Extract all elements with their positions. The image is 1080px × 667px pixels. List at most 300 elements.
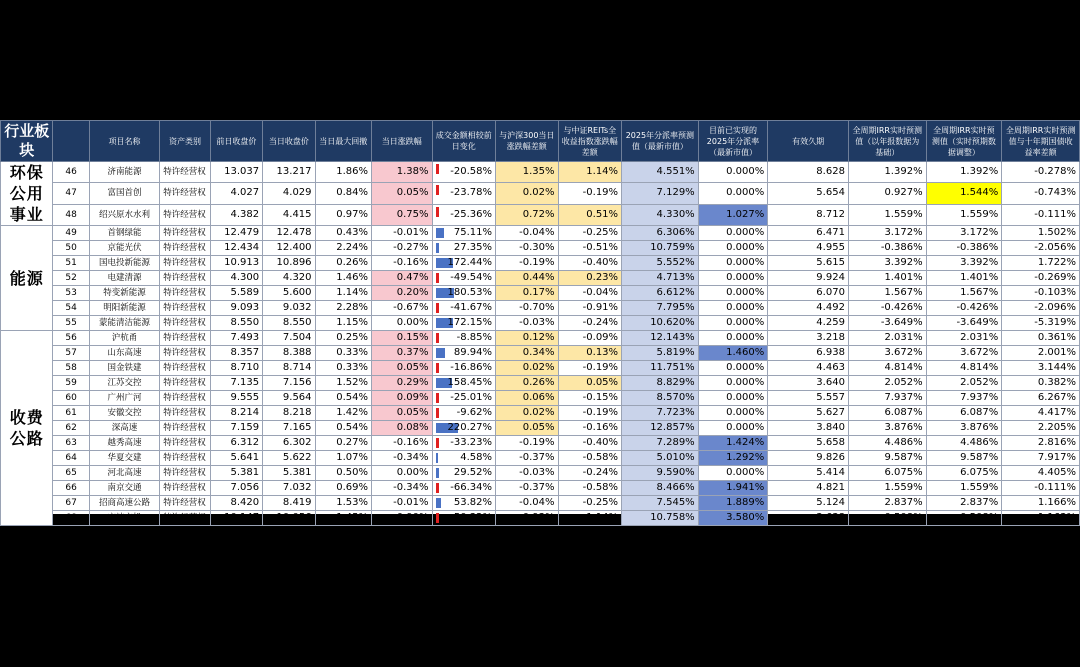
cell-type: 特许经营权 [160, 204, 210, 225]
cell-d300: 0.02% [496, 406, 559, 421]
cell-dur: 6.471 [768, 226, 849, 241]
volume-change-value: 29.52% [453, 467, 493, 478]
volume-change-value: 180.53% [447, 287, 493, 298]
cell-type: 特许经营权 [160, 436, 210, 451]
cell-spread: 2.816% [1002, 436, 1080, 451]
cell-real: 0.000% [698, 271, 768, 286]
cell-close: 12.400 [263, 241, 315, 256]
cell-spread: 1.722% [1002, 256, 1080, 271]
cell-name: 越秀高速 [89, 436, 160, 451]
cell-vol [432, 301, 496, 316]
cell-prev: 5.641 [210, 451, 262, 466]
cell-dd: 1.07% [315, 451, 371, 466]
cell-irr2: 3.672% [926, 346, 1002, 361]
row-index: 58 [53, 361, 89, 376]
cell-name: 山东高速 [89, 346, 160, 361]
row-index: 50 [53, 241, 89, 256]
cell-spread: -0.278% [1002, 162, 1080, 183]
cell-close: 7.165 [263, 421, 315, 436]
cell-close: 9.032 [263, 301, 315, 316]
cell-irr2: -3.649% [926, 316, 1002, 331]
row-index: 53 [53, 286, 89, 301]
row-index: 49 [53, 226, 89, 241]
cell-vol [432, 496, 496, 511]
cell-irr2: 2.031% [926, 331, 1002, 346]
cell-real: 0.000% [698, 421, 768, 436]
cell-chg: 0.15% [372, 331, 433, 346]
volume-change-value: -50.32% [450, 512, 493, 523]
cell-spread: -0.743% [1002, 183, 1080, 204]
cell-vol [432, 481, 496, 496]
cell-dur: 8.628 [768, 162, 849, 183]
cell-real: 1.941% [698, 481, 768, 496]
cell-dur: 5.557 [768, 391, 849, 406]
volume-change-bar [436, 164, 439, 174]
cell-close: 5.622 [263, 451, 315, 466]
cell-irr1: 7.937% [848, 391, 926, 406]
cell-div: 7.723% [622, 406, 699, 421]
cell-dd: 0.69% [315, 481, 371, 496]
cell-close: 8.218 [263, 406, 315, 421]
cell-real: 0.000% [698, 183, 768, 204]
cell-d300: 0.12% [496, 331, 559, 346]
cell-div: 7.289% [622, 436, 699, 451]
col-header: 行业板块 [1, 121, 53, 162]
cell-name: 京能光伏 [89, 241, 160, 256]
cell-chg: -0.01% [372, 226, 433, 241]
cell-name: 富国首创 [89, 183, 160, 204]
cell-chg: 1.38% [372, 162, 433, 183]
cell-type: 特许经营权 [160, 406, 210, 421]
cell-prev: 12.434 [210, 241, 262, 256]
cell-chg: -0.34% [372, 481, 433, 496]
cell-name: 沪杭甬 [89, 331, 160, 346]
table-row [1, 466, 1080, 481]
cell-prev: 8.420 [210, 496, 262, 511]
volume-change-value: -20.58% [450, 166, 493, 178]
volume-change-bar [436, 243, 439, 253]
cell-real: 0.000% [698, 331, 768, 346]
volume-change-bar [436, 453, 438, 463]
volume-change-value: -25.36% [450, 208, 493, 220]
cell-dur: 3.218 [768, 331, 849, 346]
cell-dd: 1.45% [315, 511, 371, 526]
cell-dreit: -0.19% [558, 406, 622, 421]
cell-div: 12.143% [622, 331, 699, 346]
row-index: 54 [53, 301, 89, 316]
cell-dreit: -0.25% [558, 496, 622, 511]
cell-irr2: 0.508% [926, 511, 1002, 526]
cell-chg: 0.08% [372, 421, 433, 436]
cell-name: 华夏交建 [89, 451, 160, 466]
row-index: 67 [53, 496, 89, 511]
volume-change-bar [436, 228, 444, 238]
cell-vol [432, 421, 496, 436]
cell-irr1: 2.052% [848, 376, 926, 391]
row-index: 55 [53, 316, 89, 331]
cell-name: 电建清源 [89, 271, 160, 286]
cell-chg: 0.05% [372, 183, 433, 204]
cell-dd: 2.28% [315, 301, 371, 316]
volume-change-bar [436, 468, 439, 478]
cell-irr1: 4.814% [848, 361, 926, 376]
col-header: 与沪深300当日涨跌幅差额 [496, 121, 559, 162]
volume-change-value: 158.45% [447, 377, 493, 388]
cell-name: 特变新能源 [89, 286, 160, 301]
volume-change-bar [436, 207, 439, 217]
row-index: 65 [53, 466, 89, 481]
cell-div: 4.551% [622, 162, 699, 183]
cell-dur: 4.463 [768, 361, 849, 376]
cell-prev: 8.357 [210, 346, 262, 361]
cell-vol [432, 162, 496, 183]
cell-dreit: -0.24% [558, 466, 622, 481]
cell-spread: -1.163% [1002, 511, 1080, 526]
col-header: 有效久期 [768, 121, 849, 162]
cell-type: 特许经营权 [160, 301, 210, 316]
cell-close: 4.320 [263, 271, 315, 286]
cell-irr1: 1.567% [848, 286, 926, 301]
cell-name: 绍兴原水水利 [89, 204, 160, 225]
cell-dd: 1.46% [315, 271, 371, 286]
cell-chg: -0.01% [372, 496, 433, 511]
row-index: 51 [53, 256, 89, 271]
cell-vol [432, 241, 496, 256]
col-header: 与中证REITs全收益指数涨跌幅差额 [558, 121, 622, 162]
cell-dd: 1.42% [315, 406, 371, 421]
cell-dreit: 0.23% [558, 271, 622, 286]
table-row [1, 226, 1080, 241]
volume-change-bar [436, 498, 441, 508]
table-row [1, 361, 1080, 376]
volume-change-bar [436, 513, 439, 523]
cell-prev: 10.913 [210, 256, 262, 271]
row-index: 68 [53, 511, 89, 526]
cell-dd: 0.43% [315, 226, 371, 241]
cell-spread: 2.001% [1002, 346, 1080, 361]
cell-type: 特许经营权 [160, 451, 210, 466]
cell-dreit: 0.05% [558, 376, 622, 391]
cell-vol [432, 204, 496, 225]
cell-dur: 3.840 [768, 421, 849, 436]
table-row [1, 241, 1080, 256]
cell-real: 0.000% [698, 406, 768, 421]
cell-dd: 0.54% [315, 391, 371, 406]
volume-change-value: 53.82% [453, 497, 493, 508]
cell-dur: 6.070 [768, 286, 849, 301]
cell-dreit: -1.14% [558, 511, 622, 526]
volume-change-bar [436, 333, 439, 343]
volume-change-bar [436, 363, 439, 373]
row-index: 48 [53, 204, 89, 225]
col-header: 前日收盘价 [210, 121, 262, 162]
cell-div: 8.829% [622, 376, 699, 391]
cell-chg: 0.37% [372, 346, 433, 361]
col-header: 当日最大回撤 [315, 121, 371, 162]
cell-dreit: 1.14% [558, 162, 622, 183]
table-row [1, 421, 1080, 436]
col-header: 成交金额相较前日变化 [432, 121, 496, 162]
cell-vol [432, 406, 496, 421]
cell-real: 0.000% [698, 301, 768, 316]
cell-div: 5.552% [622, 256, 699, 271]
table-row [1, 511, 1080, 526]
cell-irr2: 1.559% [926, 204, 1002, 225]
cell-close: 9.564 [263, 391, 315, 406]
cell-name: 招商高速公路 [89, 496, 160, 511]
cell-d300: -0.37% [496, 451, 559, 466]
cell-real: 1.027% [698, 204, 768, 225]
cell-dreit: -0.09% [558, 331, 622, 346]
cell-spread: 1.502% [1002, 226, 1080, 241]
table-row [1, 286, 1080, 301]
cell-name: 济南能源 [89, 162, 160, 183]
cell-irr2: 6.087% [926, 406, 1002, 421]
cell-close: 7.156 [263, 376, 315, 391]
cell-close: 10.896 [263, 256, 315, 271]
cell-prev: 8.550 [210, 316, 262, 331]
cell-dreit: -0.19% [558, 361, 622, 376]
cell-chg: 0.20% [372, 286, 433, 301]
row-index: 63 [53, 436, 89, 451]
cell-real: 0.000% [698, 316, 768, 331]
reits-table-panel [0, 120, 1080, 523]
cell-irr1: 0.508% [848, 511, 926, 526]
cell-spread: -2.096% [1002, 301, 1080, 316]
cell-real: 0.000% [698, 162, 768, 183]
cell-prev: 4.382 [210, 204, 262, 225]
cell-irr2: 4.814% [926, 361, 1002, 376]
table-row [1, 316, 1080, 331]
table-row [1, 346, 1080, 361]
cell-type: 特许经营权 [160, 361, 210, 376]
cell-d300: -0.37% [496, 481, 559, 496]
row-index: 56 [53, 331, 89, 346]
cell-spread: 3.144% [1002, 361, 1080, 376]
cell-close: 7.504 [263, 331, 315, 346]
cell-type: 特许经营权 [160, 376, 210, 391]
cell-prev: 8.710 [210, 361, 262, 376]
cell-d300: 0.17% [496, 286, 559, 301]
cell-type: 特许经营权 [160, 226, 210, 241]
table-body [1, 162, 1080, 526]
row-index: 52 [53, 271, 89, 286]
table-row [1, 183, 1080, 204]
cell-irr2: 3.876% [926, 421, 1002, 436]
cell-close: 8.714 [263, 361, 315, 376]
cell-dd: 0.50% [315, 466, 371, 481]
volume-change-value: 75.11% [453, 227, 493, 238]
cell-real: 0.000% [698, 286, 768, 301]
cell-real: 1.292% [698, 451, 768, 466]
row-index: 61 [53, 406, 89, 421]
cell-close: 7.032 [263, 481, 315, 496]
cell-vol [432, 511, 496, 526]
cell-prev: 5.381 [210, 466, 262, 481]
table-row [1, 256, 1080, 271]
cell-dreit: -0.16% [558, 421, 622, 436]
cell-vol [432, 361, 496, 376]
cell-dreit: -0.58% [558, 451, 622, 466]
cell-dur: 4.492 [768, 301, 849, 316]
cell-irr1: 0.927% [848, 183, 926, 204]
header-row [1, 121, 1080, 162]
table-row [1, 481, 1080, 496]
cell-vol [432, 226, 496, 241]
col-header: 2025年分派率预测值（最新市值） [622, 121, 699, 162]
cell-name: 国金铁建 [89, 361, 160, 376]
cell-vol [432, 316, 496, 331]
row-index: 64 [53, 451, 89, 466]
cell-close: 10.056 [263, 511, 315, 526]
cell-irr1: 3.876% [848, 421, 926, 436]
cell-dur: 4.955 [768, 241, 849, 256]
cell-dd: 2.24% [315, 241, 371, 256]
cell-prev: 5.589 [210, 286, 262, 301]
cell-d300: -0.70% [496, 301, 559, 316]
table-row [1, 451, 1080, 466]
cell-irr1: 3.672% [848, 346, 926, 361]
cell-irr2: 4.486% [926, 436, 1002, 451]
cell-dd: 0.25% [315, 331, 371, 346]
table-row [1, 376, 1080, 391]
row-index: 57 [53, 346, 89, 361]
cell-dd: 1.86% [315, 162, 371, 183]
col-header: 当日收盘价 [263, 121, 315, 162]
cell-dreit: 0.13% [558, 346, 622, 361]
cell-spread: -0.269% [1002, 271, 1080, 286]
table-row [1, 391, 1080, 406]
cell-dd: 0.84% [315, 183, 371, 204]
volume-change-value: -33.23% [450, 437, 493, 448]
cell-div: 5.010% [622, 451, 699, 466]
cell-dd: 1.15% [315, 316, 371, 331]
cell-name: 首钢绿能 [89, 226, 160, 241]
cell-spread: 1.166% [1002, 496, 1080, 511]
cell-real: 1.460% [698, 346, 768, 361]
volume-change-value: 89.94% [453, 347, 493, 358]
table-row [1, 204, 1080, 225]
row-index: 46 [53, 162, 89, 183]
cell-spread: 0.361% [1002, 331, 1080, 346]
cell-irr1: 1.559% [848, 481, 926, 496]
cell-dur: 9.826 [768, 451, 849, 466]
cell-irr1: 9.587% [848, 451, 926, 466]
cell-spread: -5.319% [1002, 316, 1080, 331]
cell-type: 特许经营权 [160, 466, 210, 481]
cell-type: 特许经营权 [160, 481, 210, 496]
cell-vol [432, 286, 496, 301]
cell-div: 7.795% [622, 301, 699, 316]
cell-irr2: 1.401% [926, 271, 1002, 286]
cell-irr2: 7.937% [926, 391, 1002, 406]
volume-change-bar [436, 273, 439, 283]
cell-close: 4.415 [263, 204, 315, 225]
cell-div: 10.758% [622, 511, 699, 526]
cell-d300: 0.44% [496, 271, 559, 286]
cell-irr1: 1.559% [848, 204, 926, 225]
cell-irr1: -0.426% [848, 301, 926, 316]
cell-real: 0.000% [698, 226, 768, 241]
cell-real: 1.424% [698, 436, 768, 451]
cell-dd: 0.33% [315, 361, 371, 376]
cell-close: 13.217 [263, 162, 315, 183]
volume-change-value: -8.85% [456, 332, 493, 343]
cell-div: 4.330% [622, 204, 699, 225]
cell-irr1: 4.486% [848, 436, 926, 451]
cell-div: 11.751% [622, 361, 699, 376]
cell-div: 8.466% [622, 481, 699, 496]
cell-chg: 0.47% [372, 271, 433, 286]
cell-irr2: 1.392% [926, 162, 1002, 183]
cell-type: 特许经营权 [160, 511, 210, 526]
cell-name: 江苏交控 [89, 376, 160, 391]
sector-label: 能源 [1, 226, 53, 331]
volume-change-value: 27.35% [453, 242, 493, 253]
cell-dreit: -0.19% [558, 183, 622, 204]
cell-d300: -0.04% [496, 226, 559, 241]
cell-dur: 5.615 [768, 256, 849, 271]
cell-irr1: 1.392% [848, 162, 926, 183]
cell-real: 1.889% [698, 496, 768, 511]
cell-irr1: 2.837% [848, 496, 926, 511]
cell-irr2: -0.426% [926, 301, 1002, 316]
cell-irr2: 1.567% [926, 286, 1002, 301]
cell-type: 特许经营权 [160, 331, 210, 346]
cell-irr2: -0.386% [926, 241, 1002, 256]
cell-chg: -0.67% [372, 301, 433, 316]
cell-name: 国电投新能源 [89, 256, 160, 271]
cell-spread: 6.267% [1002, 391, 1080, 406]
cell-vol [432, 466, 496, 481]
col-header: 目前已实现的2025年分派率（最新市值） [698, 121, 768, 162]
cell-dur: 9.924 [768, 271, 849, 286]
volume-change-value: -25.01% [450, 392, 493, 403]
cell-d300: -0.04% [496, 496, 559, 511]
cell-dreit: -0.15% [558, 391, 622, 406]
cell-d300: 0.34% [496, 346, 559, 361]
col-header: 资产类别 [160, 121, 210, 162]
cell-close: 4.029 [263, 183, 315, 204]
cell-chg: 0.05% [372, 361, 433, 376]
cell-div: 5.819% [622, 346, 699, 361]
cell-dd: 1.53% [315, 496, 371, 511]
cell-dreit: -0.04% [558, 286, 622, 301]
volume-change-bar [436, 185, 439, 195]
cell-prev: 7.493 [210, 331, 262, 346]
table-row [1, 162, 1080, 183]
cell-spread: 0.382% [1002, 376, 1080, 391]
volume-change-value: -66.34% [450, 482, 493, 493]
col-header: 当日涨跌幅 [372, 121, 433, 162]
cell-dur: 4.821 [768, 481, 849, 496]
cell-chg: 0.09% [372, 391, 433, 406]
volume-change-value: -41.67% [450, 302, 493, 313]
reits-table [0, 120, 1080, 526]
cell-spread: 4.405% [1002, 466, 1080, 481]
cell-prev: 6.312 [210, 436, 262, 451]
volume-change-value: 172.44% [447, 257, 493, 268]
cell-d300: -0.19% [496, 436, 559, 451]
cell-div: 10.620% [622, 316, 699, 331]
cell-d300: 0.02% [496, 361, 559, 376]
cell-irr1: 6.075% [848, 466, 926, 481]
cell-irr2: 2.837% [926, 496, 1002, 511]
cell-prev: 7.135 [210, 376, 262, 391]
cell-name: 南京交通 [89, 481, 160, 496]
cell-dd: 0.26% [315, 256, 371, 271]
volume-change-value: -16.86% [450, 362, 493, 373]
